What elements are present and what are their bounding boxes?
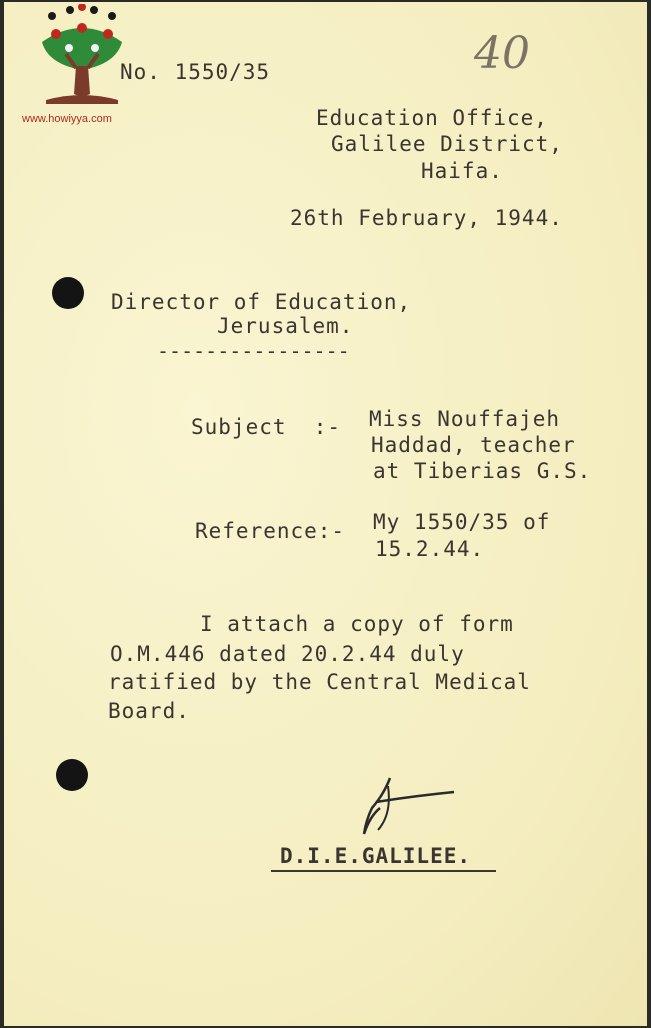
addressee-line-2: Jerusalem.	[217, 314, 354, 338]
punch-hole	[52, 277, 84, 309]
body-line-2: O.M.446 dated 20.2.44 duly	[110, 642, 465, 666]
sender-line-2: Galilee District,	[331, 132, 563, 156]
logo-person-icon	[66, 6, 74, 14]
subject-line-3: at Tiberias G.S.	[373, 459, 592, 483]
reference-number: No. 1550/35	[120, 60, 271, 84]
signatory: D.I.E.GALILEE.	[280, 844, 472, 868]
logo-website-text[interactable]: www.howiyya.com	[22, 113, 112, 125]
body-line-1: I attach a copy of form	[200, 612, 514, 636]
reference-line-1: My 1550/35 of	[373, 510, 551, 534]
body-line-4: Board.	[108, 699, 190, 723]
addressee-line-1: Director of Education,	[111, 290, 412, 314]
howiyya-logo-icon	[36, 4, 128, 112]
punch-hole	[56, 759, 88, 791]
sender-line-3: Haifa.	[421, 159, 503, 183]
logo-person-icon	[78, 4, 86, 11]
separator-line: ----------------	[157, 339, 350, 363]
subject-line-2: Haddad, teacher	[371, 433, 576, 457]
pencil-page-number: 40	[474, 28, 530, 79]
reference-label: Reference:-	[195, 519, 346, 543]
subject-label: Subject :-	[191, 415, 342, 439]
signatory-underline	[271, 870, 496, 872]
body-line-3: ratified by the Central Medical	[108, 670, 531, 694]
signature-icon	[354, 774, 464, 844]
letter-date: 26th February, 1944.	[290, 206, 563, 230]
logo-person-icon	[48, 12, 56, 20]
reference-line-2: 15.2.44.	[375, 537, 485, 561]
letter-page	[4, 2, 647, 1026]
subject-line-1: Miss Nouffajeh	[369, 407, 561, 431]
sender-line-1: Education Office,	[316, 106, 548, 130]
logo-person-icon	[90, 6, 98, 14]
logo-person-icon	[108, 12, 116, 20]
